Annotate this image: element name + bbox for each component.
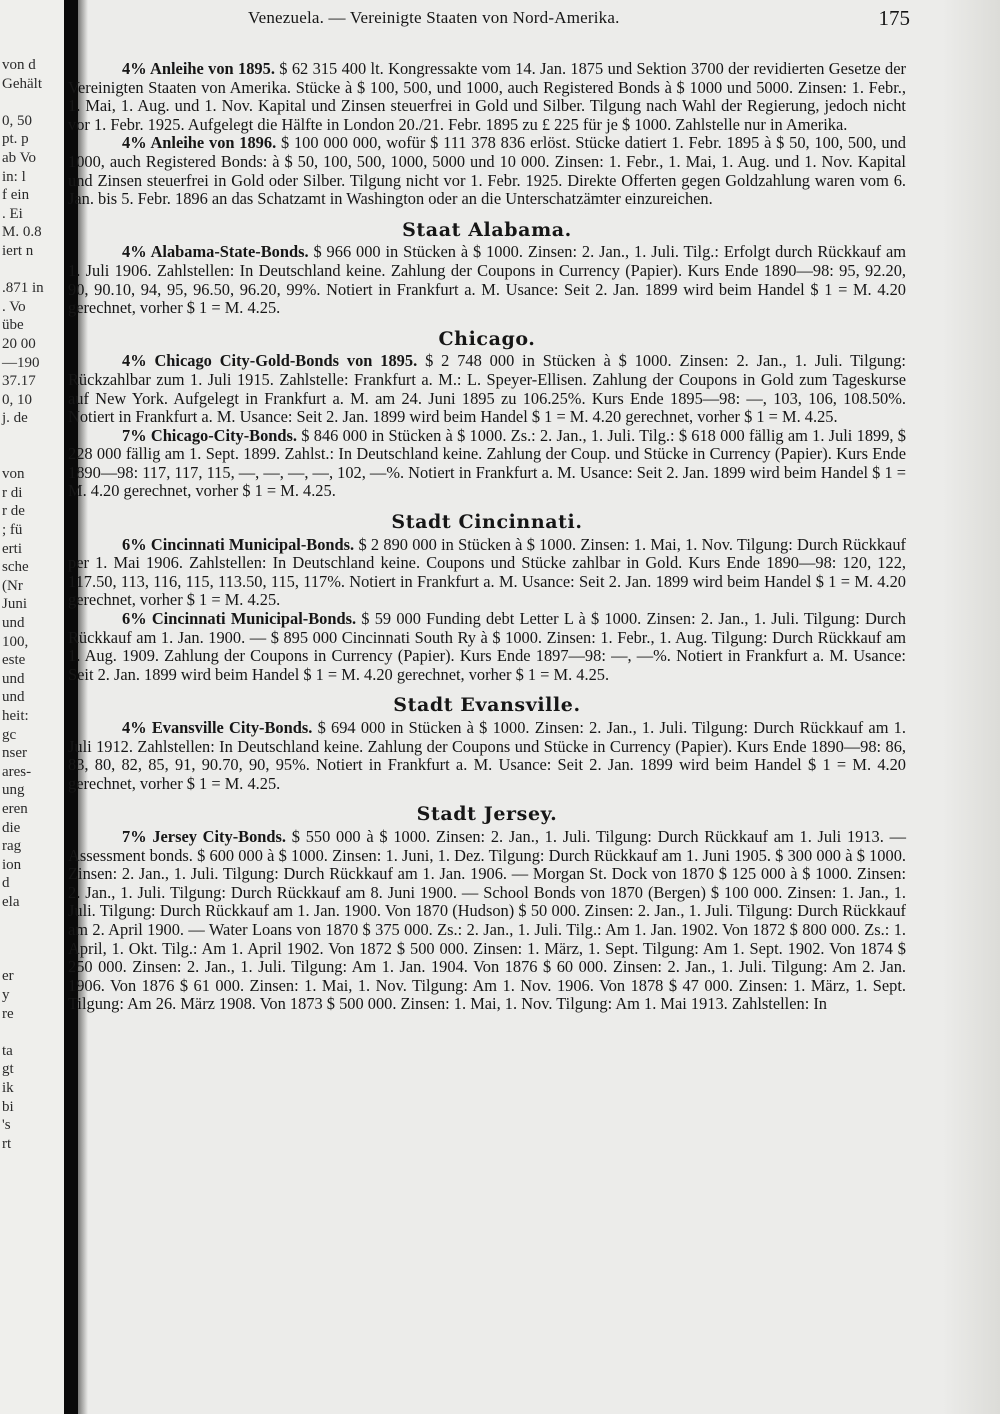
bond-title: 7% Chicago-City-Bonds. — [122, 425, 298, 445]
bond-title: 4% Alabama-State-Bonds. — [122, 242, 309, 262]
bond-title: 6% Cincinnati Municipal-Bonds. — [122, 609, 357, 629]
adjacent-page-text: d — [2, 875, 10, 892]
bond-entry — [68, 60, 906, 134]
bond-details: $ 2 890 000 in Stücken à $ 1000. Zinsen: 1. Mai, 1. Nov. Tilgung: Durch Rückkauf per 1. Mai 1906. Zahlstellen: In Deutschland keine. Coupons und Stücke zahlbar in Gold. Kurs Ende 1890—98: 120, 122, 117.50, 113, 116, 115, 113.50, 115, 117%. Notiert in Frankfurt a. M. Usance: Seit 2. Jan. 1899 wird beim Handel $ 1 = M. 4.20 gerechnet, vorher $ 1 = M. 4.25. — [68, 534, 906, 610]
bond-details: $ 694 000 in Stücken à $ 1000. Zinsen: 2. Jan., 1. Juli. Tilgung: Durch Rückkauf am 1. Juli 1912. Zahlstellen: In Deutschland keine. Zahlung der Coupons und Stücke in Currency (Papier). Kurs Ende 1890—98: 86, 83, 80, 82, 85, 91, 90.70, 90, 95%. Notiert in Frankfurt a. M. Usance: Seit 2. Jan. 1899 wird beim Handel $ 1 = M. 4.20 gerechnet, vorher $ 1 = M. 4.25. — [68, 718, 906, 793]
adjacent-page-text: este — [2, 652, 26, 669]
adjacent-page-text: eren — [2, 801, 28, 817]
adjacent-page-text: ung — [2, 782, 25, 799]
adjacent-page-text: und — [2, 615, 25, 631]
bond-entry — [68, 610, 906, 684]
adjacent-page-text: ares- — [2, 763, 32, 780]
adjacent-page-text: er — [2, 968, 14, 985]
bond-details: $ 966 000 in Stücken à $ 1000. Zinsen: 2. Jan., 1. Juli. Tilg.: Erfolgt durch Rückkauf am 1. Juli 1906. Zahlstellen: In Deutschland keine. Zahlung der Coupons in Currency (Papier). Kurs Ende 1890—98: 95, 92.20, 90, 90.10, 94, 95, 96.50, 96.20, 99%. Notiert in Frankfurt a. M. Usance: Seit 2. Jan. 1899 wird beim Handel $ 1 = M. 4.20 gerechnet, vorher $ 1 = M. 4.25. — [68, 242, 906, 318]
section-heading: Stadt Evansville. — [393, 694, 581, 717]
adjacent-page-text: 37.17 — [2, 373, 36, 390]
adjacent-page-text: ik — [2, 1080, 14, 1096]
adjacent-page-text: . Ei — [2, 205, 23, 222]
section-heading: Stadt Cincinnati. — [391, 511, 583, 534]
adjacent-page-text: von — [2, 466, 25, 483]
adjacent-page-text: 0, 10 — [2, 391, 32, 408]
adjacent-page-text: von d — [2, 57, 36, 73]
bond-details: $ 59 000 Funding debt Letter L à $ 1000. Zinsen: 2. Jan., 1. Juli. Tilgung: Durch Rückkauf am 1. Jan. 1900. — $ 895 000 Cincinnati South Ry à $ 1000. Zinsen: 1. Febr., 1. Aug. Tilgung: Durch Rückkauf am 1. Aug. 1909. Zahlung der Coupons in Currency (Papier). Kurs Ende 1897—98: —, —%. Notiert in Frankfurt a. M. Usance: Seit 2. Jan. 1899 wird beim Handel $ 1 = M. 4.20 gerechnet, vorher $ 1 = M. 4.25. — [68, 609, 906, 684]
adjacent-page-text: (Nr — [2, 577, 23, 594]
running-header — [88, 8, 918, 38]
page-edge — [942, 0, 1000, 1414]
adjacent-page-text: ; fü — [2, 522, 23, 538]
adjacent-page-text: ion — [2, 856, 22, 873]
adjacent-page-text: ta — [2, 1042, 13, 1059]
section-heading: Stadt Jersey. — [416, 803, 558, 826]
adjacent-page-text: und — [2, 689, 25, 706]
adjacent-page-text: erti — [2, 540, 22, 557]
bond-entry — [68, 427, 906, 501]
adjacent-page-text: r di — [2, 484, 23, 501]
bond-title: 6% Cincinnati Municipal-Bonds. — [122, 534, 355, 554]
adjacent-page-text: gt — [2, 1061, 14, 1078]
adjacent-page-text: übe — [2, 317, 24, 334]
adjacent-page-text: re — [2, 1005, 14, 1022]
adjacent-page-text: rt — [2, 1135, 12, 1152]
bond-details: $ 2 748 000 in Stücken à $ 1000. Zinsen: 2. Jan., 1. Juli. Tilgung: Rückzahlbar zum 1. Juli 1915. Zahlstelle: Frankfurt a. M.: L. Speyer-Ellisen. Zahlung der Coupons in Gold zum Tageskurse auf New York. Aufgelegt in Frankfurt a. M. am 24. Juni 1895 zu 106.25%. Kurs Ende 1895—98: —, 103, 106, 108.50%. Notiert in Frankfurt a. M. Usance: Seit 2. Jan. 1899 wird beim Handel $ 1 = M. 4.20 gerechnet, vorher $ 1 = M. 4.25. — [68, 351, 906, 427]
adjacent-page-text: y — [2, 987, 10, 1003]
adjacent-page-text: und — [2, 670, 25, 687]
adjacent-page-text: die — [2, 819, 21, 836]
adjacent-page-fragment — [0, 0, 64, 1414]
adjacent-page-text: —190 — [2, 354, 40, 371]
adjacent-page-text: pt. p — [2, 131, 29, 148]
bond-entry — [68, 352, 906, 426]
adjacent-page-text: 0, 50 — [2, 112, 32, 129]
bond-title: 4% Anleihe von 1896. — [122, 133, 277, 153]
bond-entry — [68, 243, 906, 317]
adjacent-page-text: heit: — [2, 708, 29, 724]
adjacent-page-text: ab Vo — [2, 150, 37, 166]
adjacent-page-text: f ein — [2, 187, 30, 204]
bond-title: 4% Chicago City-Gold-Bonds von 1895. — [122, 351, 418, 371]
adjacent-page-text: r de — [2, 503, 25, 520]
adjacent-page-text: . Vo — [2, 298, 26, 315]
bond-entry — [68, 536, 906, 610]
adjacent-page-text: bi — [2, 1098, 14, 1115]
section-heading: Staat Alabama. — [402, 218, 572, 241]
bond-details: $ 550 000 à $ 1000. Zinsen: 2. Jan., 1. Juli. Tilgung: Durch Rückkauf am 1. Juli 1913. — Assessment bonds. $ 600 000 à $ 1000. Zinsen: 1. Juni, 1. Dez. Tilgung: Durch Rückkauf am 1. Juni 1905. $ 300 000 à $ 1000. Zinsen: 2. Jan., 1. Juli. Tilgung: Durch Rückkauf am 1. Jan. 1906. — Morgan St. Dock von 1870 $ 125 000 à $ 1000. Zinsen: 2. Jan., 1. Juli. Tilgung: Durch Rückkauf am 8. Juni 1900. — School Bonds von 1870 (Bergen) $ 100 000. Zinsen: 1. Jan., 1. Juli. Tilgung: Durch Rückkauf am 1. Jan. 1900. Von 1870 (Hudson) $ 50 000. Zinsen: 2. Jan., 1. Juli. Tilgung: Durch Rückkauf am 2. April 1900. — Water Loans von 1870 $ 375 000. Zs.: 2. Jan., 1. Juli. Tilg.: Am 1. Jan. 1902. Von 1872 $ 800 000. Zs.: 1. April, 1. Okt. Tilg.: Am 1. April 1902. Von 1872 $ 500 000. Zinsen: 1. März, 1. Sept. Tilgung: Am 1. Sept. 1902. Von 1874 $ 250 000. Zinsen: 2. Jan., 1. Juli. Tilgung: Am 1. Jan. 1904. Von 1876 $ 60 000. Zinsen: 2. Jan., 1. Juli. Tilgung: Am 2. Jan. 1906. Von 1876 $ 61 000. Zinsen: 1. Mai, 1. Nov. Tilgung: Am 1. Nov. 1906. Von 1878 $ 47 000. Zinsen: 1. März, 1. Sept. Tilgung: Am 26. März 1908. Von 1873 $ 500 000. Zinsen: 1. Mai, 1. Nov. Tilgung: Am 1. Mai 1913. Zahlstellen: In — [68, 826, 906, 1014]
adjacent-page-text: Gehält — [2, 75, 42, 92]
adjacent-page-text: nser — [2, 745, 27, 762]
adjacent-page-text: gc — [2, 726, 17, 743]
adjacent-page-text: j. de — [2, 410, 28, 427]
adjacent-page-text: Juni — [2, 596, 28, 613]
adjacent-page-text: sche — [2, 559, 29, 576]
adjacent-page-text: .871 in — [2, 280, 44, 297]
book-page — [68, 0, 918, 1414]
adjacent-page-text: 100, — [2, 633, 29, 650]
bond-title: 4% Evansville City-Bonds. — [122, 718, 313, 737]
adjacent-page-text: 20 00 — [2, 336, 36, 352]
bond-details: $ 62 315 400 lt. Kongressakte vom 14. Jan. 1875 und Sektion 3700 der revidierten Gesetze der Vereinigten Staaten von Amerika. Stücke à $ 100, 500, und 1000, auch Registered Bonds à $ 1000 und 5000. Zinsen: 1. Febr., 1. Mai, 1. Aug. und 1. Nov. Kapital und Zinsen steuerfrei in Gold und Silber. Tilgung nach Wahl der Regierung, jedoch nicht vor 1. Febr. 1925. Aufgelegt die Hälfte in London 20./21. Febr. 1895 zu £ 225 für je $ 1000. Zahlstelle nur in Amerika. — [68, 59, 906, 134]
running-title: Venezuela. — Vereinigte Staaten von Nord-Amerika. — [248, 8, 620, 27]
bond-entry — [68, 719, 906, 793]
page-number: 175 — [878, 6, 910, 30]
adjacent-page-text: iert n — [2, 243, 34, 259]
bond-details: $ 100 000 000, wofür $ 111 378 836 erlöst. Stücke datiert 1. Febr. 1895 à $ 50, 100, 500, und 1000, auch Registered Bonds: à $ 50, 100, 500, 1000, 5000 und 10 000. Zinsen: 1. Febr., 1. Mai, 1. Aug. und 1. Nov. Kapital und Zinsen steuerfrei in Gold oder Silber. Tilgung nicht vor 1. Febr. 1925. Direkte Offerten gegen Goldzahlung waren vom 6. Jan. bis 5. Febr. 1896 an das Schatzamt in Washington oder an die Unterschatzämter einzureichen. — [68, 133, 906, 209]
adjacent-page-text: in: l — [2, 168, 26, 185]
adjacent-page-text: M. 0.8 — [2, 224, 42, 241]
adjacent-page-text: ela — [2, 894, 20, 910]
bond-title: 7% Jersey City-Bonds. — [122, 826, 287, 846]
adjacent-page-text: rag — [2, 838, 22, 855]
bond-title: 4% Anleihe von 1895. — [122, 59, 275, 78]
adjacent-page-text: 's — [2, 1117, 11, 1134]
bond-entry — [68, 828, 906, 1014]
bond-details: $ 846 000 in Stücken à $ 1000. Zs.: 2. Jan., 1. Juli. Tilg.: $ 618 000 fällig am 1. Juli 1899, $ 228 000 fällig am 1. Sept. 1899. Zahlst.: In Deutschland keine. Zahlung der Coup. und Stücke in Currency (Papier). Kurs Ende 1890—98: 117, 117, 115, —, —, —, —, 102, —%. Notiert in Frankfurt a. M. Usance: Seit 2. Jan. 1899 wird beim Handel $ 1 = M. 4.20 gerechnet, vorher $ 1 = M. 4.25. — [68, 425, 906, 501]
bond-entry — [68, 134, 906, 208]
page-content — [68, 60, 906, 1014]
section-heading: Chicago. — [438, 327, 536, 350]
